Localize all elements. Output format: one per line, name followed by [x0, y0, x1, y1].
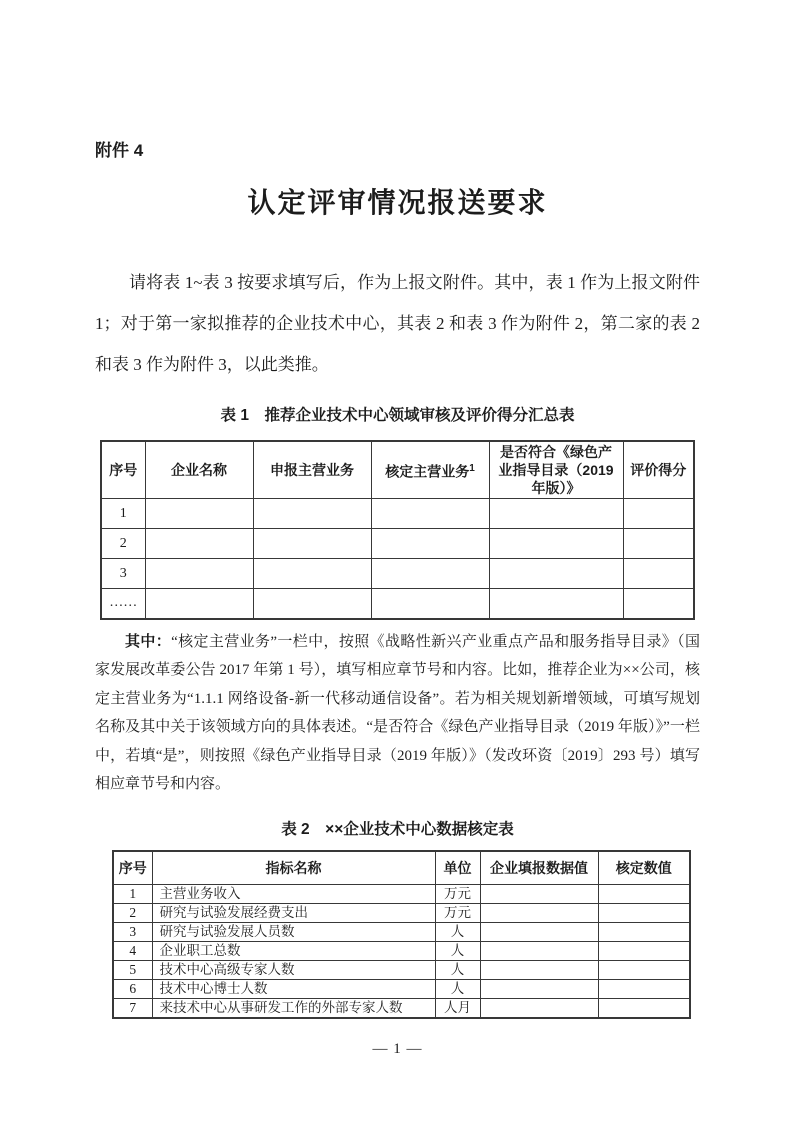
verified-value-cell [598, 942, 690, 961]
green-catalog-cell [489, 499, 623, 529]
table1-row [101, 589, 694, 619]
verified-value-cell [598, 923, 690, 942]
indicator-cell: 技术中心高级专家人数 [152, 961, 435, 980]
column-header-indicator: 指标名称 [152, 851, 435, 885]
column-header-no: 序号 [101, 441, 145, 499]
table2-header-row [113, 851, 690, 885]
green-catalog-cell [489, 589, 623, 619]
score-cell [623, 559, 694, 589]
green-catalog-cell [489, 529, 623, 559]
verified-value-cell [598, 999, 690, 1018]
column-header-verified-business [371, 441, 489, 499]
reported-value-cell [480, 999, 598, 1018]
unit-cell: 人月 [435, 999, 480, 1018]
table1 [100, 440, 695, 620]
column-header-green-catalog: 是否符合《绿色产业指导目录（2019 年版）》 [489, 441, 623, 499]
reported-value-cell [480, 885, 598, 904]
company-cell [145, 529, 253, 559]
row-number-cell: 3 [113, 923, 152, 942]
unit-cell: 万元 [435, 904, 480, 923]
unit-cell: 人 [435, 942, 480, 961]
verified-business-label: 核定主营业务 [385, 463, 470, 480]
score-cell [623, 529, 694, 559]
table1-row [101, 529, 694, 559]
column-header-reported-value: 企业填报数据值 [480, 851, 598, 885]
table2-row [113, 885, 690, 904]
row-number-cell: …… [101, 589, 145, 619]
footnote-superscript: 1 [469, 462, 475, 474]
verified-business-cell [371, 559, 489, 589]
page-number: — 1 — [372, 1040, 423, 1057]
unit-cell: 人 [435, 980, 480, 999]
table2-row [113, 961, 690, 980]
row-number-cell: 7 [113, 999, 152, 1018]
row-number-cell: 2 [101, 529, 145, 559]
table2-row [113, 980, 690, 999]
table1-row [101, 559, 694, 589]
indicator-cell: 主营业务收入 [152, 885, 435, 904]
column-header-declared-business: 申报主营业务 [253, 441, 371, 499]
intro-paragraph: 请将表 1~表 3 按要求填写后，作为上报文附件。其中，表 1 作为上报文附件 1；对于第一家拟推荐的企业技术中心，其表 2 和表 3 作为附件 2，第二家的表 2 和表 3 作为附件 3，以此类推。 [95, 273, 700, 374]
company-cell [145, 499, 253, 529]
unit-cell: 万元 [435, 885, 480, 904]
table2-row [113, 904, 690, 923]
score-cell [623, 589, 694, 619]
document-title: 认定评审情况报送要求 [247, 187, 548, 218]
indicator-cell: 研究与试验发展人员数 [152, 923, 435, 942]
table1-row [101, 499, 694, 529]
table1-caption: 表 1 推荐企业技术中心领域审核及评价得分汇总表 [220, 407, 575, 424]
row-number-cell: 4 [113, 942, 152, 961]
reported-value-cell [480, 942, 598, 961]
table2 [112, 850, 691, 1019]
indicator-cell: 企业职工总数 [152, 942, 435, 961]
row-number-cell: 2 [113, 904, 152, 923]
reported-value-cell [480, 904, 598, 923]
verified-business-cell [371, 499, 489, 529]
verified-value-cell [598, 904, 690, 923]
declared-business-cell [253, 589, 371, 619]
column-header-no: 序号 [113, 851, 152, 885]
score-cell [623, 499, 694, 529]
row-number-cell: 6 [113, 980, 152, 999]
green-catalog-cell [489, 559, 623, 589]
row-number-cell: 1 [101, 499, 145, 529]
verified-business-cell [371, 529, 489, 559]
reported-value-cell [480, 980, 598, 999]
row-number-cell: 5 [113, 961, 152, 980]
reported-value-cell [480, 961, 598, 980]
indicator-cell: 来技术中心从事研发工作的外部专家人数 [152, 999, 435, 1018]
column-header-score: 评价得分 [623, 441, 694, 499]
note-lead: 其中： [125, 632, 172, 650]
row-number-cell: 1 [113, 885, 152, 904]
column-header-company: 企业名称 [145, 441, 253, 499]
company-cell [145, 589, 253, 619]
note-body: “核定主营业务”一栏中，按照《战略性新兴产业重点产品和服务指导目录》（国家发展改革委公告 2017 年第 1 号），填写相应章节号和内容。比如，推荐企业为××公司，核定主营业务为“1.1.1 网络设备-新一代移动通信设备”。若为相关规划新增领域，可填写规划名称及其中关于该领域方向的具体表述。“是否符合《绿色产业指导目录（2019 年版）》”一栏中，若填“是”，则按照《绿色产业指导目录（2019 年版）》（发改环资〔2019〕293 号）填写相应章节号和内容。 [95, 633, 700, 792]
row-number-cell: 3 [101, 559, 145, 589]
column-header-unit: 单位 [435, 851, 480, 885]
reported-value-cell [480, 923, 598, 942]
unit-cell: 人 [435, 961, 480, 980]
declared-business-cell [253, 559, 371, 589]
attachment-label: 附件 4 [95, 141, 144, 160]
declared-business-cell [253, 499, 371, 529]
indicator-cell: 研究与试验发展经费支出 [152, 904, 435, 923]
table2-row [113, 923, 690, 942]
note-paragraph [95, 628, 700, 799]
table2-row [113, 942, 690, 961]
verified-value-cell [598, 885, 690, 904]
verified-value-cell [598, 961, 690, 980]
unit-cell: 人 [435, 923, 480, 942]
column-header-verified-value: 核定数值 [598, 851, 690, 885]
verified-value-cell [598, 980, 690, 999]
table2-caption: 表 2 ××企业技术中心数据核定表 [281, 820, 514, 838]
table1-header-row [101, 441, 694, 499]
company-cell [145, 559, 253, 589]
verified-business-cell [371, 589, 489, 619]
declared-business-cell [253, 529, 371, 559]
table2-row [113, 999, 690, 1018]
indicator-cell: 技术中心博士人数 [152, 980, 435, 999]
